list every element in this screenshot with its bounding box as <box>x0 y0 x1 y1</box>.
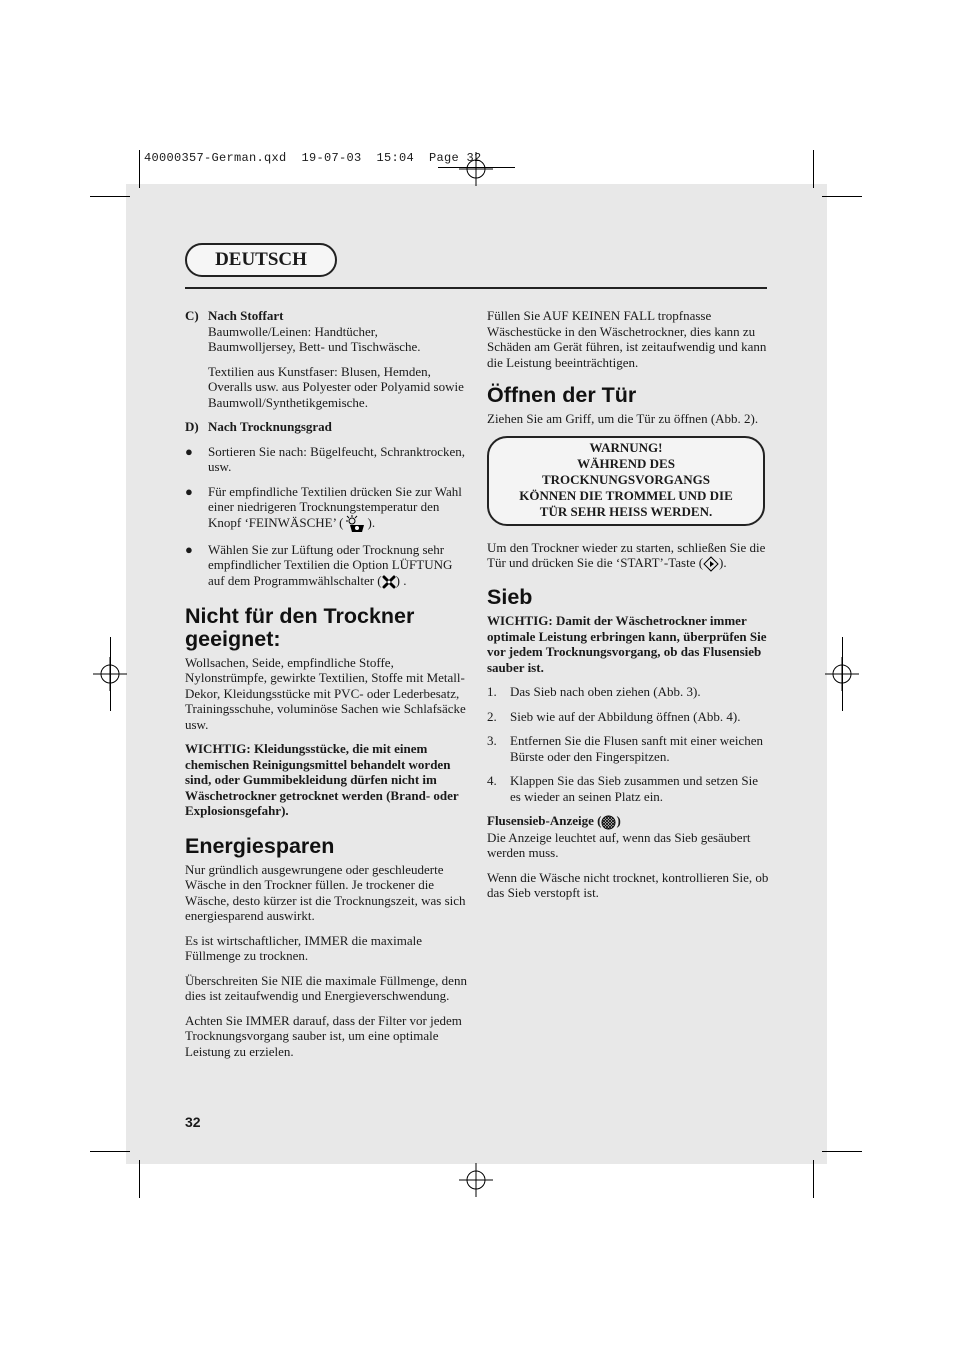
list-item-text: Wählen Sie zur Lüftung oder Trocknung sehr empfindlicher Textilien die Option LÜFTUNG auf dem Programmwählschalter ( <box>208 541 453 588</box>
crop-mark <box>90 1151 130 1152</box>
paragraph: Es ist wirtschaftlicher, IMMER die maximale Füllmenge zu trocknen. <box>185 932 423 964</box>
warning-line: WÄHREND DES <box>577 455 675 471</box>
section-title: Nach Stoffart <box>208 308 284 323</box>
list-item <box>487 733 769 764</box>
crop-mark <box>813 1160 814 1198</box>
delicate-icon <box>344 515 368 533</box>
important-note: WICHTIG: Kleidungsstücke, die mit einem chemischen Reinigungsmittel behandelt worden sind, oder Gummibekleidung dürfen nicht im Wäschetrockner getrocknet werden (Brand- oder Explosionsgefahr). <box>185 741 459 819</box>
paragraph: Um den Trockner wieder zu starten, schließen Sie die Tür und drücken Sie die ‘START’-Taste ( <box>487 539 766 570</box>
paragraph: Achten Sie IMMER darauf, dass der Filter vor jedem Trocknungsvorgang sauber ist, um eine optimale Leistung zu erzielen. <box>185 1012 462 1059</box>
paragraph: Textilien aus Kunstfaser: Blusen, Hemden, Overalls usw. aus Polyester oder Polyamid sowie Baumwoll/Synthetikgemische. <box>208 363 464 410</box>
header-rule <box>185 287 767 289</box>
crop-mark <box>822 1151 862 1152</box>
airing-fan-icon <box>382 575 396 589</box>
crop-mark <box>90 196 130 197</box>
step-number: 1. <box>487 684 497 700</box>
bullet-icon: ● <box>185 483 193 499</box>
list-item <box>487 773 769 804</box>
step-text: Entfernen Sie die Flusen sanft mit einer weichen Bürste oder den Fingerspitzen. <box>510 733 764 764</box>
list-item-text-end: ) . <box>395 572 407 588</box>
heading-door: Öffnen der Tür <box>487 383 637 407</box>
page-number: 32 <box>185 1114 201 1130</box>
paragraph: Füllen Sie AUF KEINEN FALL tropfnasse Wäschestücke in den Wäschetrockner, dies kann zu Schäden am Gerät führen, ist zeitaufwendig und kann die Leistung beeinträchtigen. <box>487 308 767 370</box>
warning-line: WARNUNG! <box>589 439 663 455</box>
list-item <box>185 444 467 475</box>
crop-mark <box>139 1160 140 1198</box>
language-tab: DEUTSCH <box>185 243 337 277</box>
list-item <box>185 484 467 533</box>
crop-mark <box>842 637 843 711</box>
step-text: Klappen Sie das Sieb zusammen und setzen Sie es wieder an seinen Platz ein. <box>510 773 759 804</box>
list-item <box>487 709 769 725</box>
heading-filter: Sieb <box>487 585 533 610</box>
section-label: C) <box>185 308 199 323</box>
crop-mark <box>110 637 111 711</box>
list-item <box>487 684 769 700</box>
step-text: Das Sieb nach oben ziehen (Abb. 3). <box>510 684 701 700</box>
paragraph: Wenn die Wäsche nicht trocknet, kontrollieren Sie, ob das Sieb verstopft ist. <box>487 869 769 901</box>
crop-mark <box>822 196 862 197</box>
paragraph: Baumwolle/Leinen: Handtücher, Baumwolljersey, Bett- und Tischwäsche. <box>208 323 421 354</box>
warning-line: TROCKNUNGSVORGANGS <box>541 471 711 487</box>
bullet-icon: ● <box>185 443 193 459</box>
section-label: D) <box>185 419 199 434</box>
registration-mark-icon <box>459 152 493 186</box>
step-number: 4. <box>487 773 497 789</box>
indicator-label <box>487 813 769 830</box>
warning-line: TÜR SEHR HEISS WERDEN. <box>539 503 713 519</box>
step-text: Sieb wie auf der Abbildung öffnen (Abb. 4). <box>510 708 741 724</box>
heading-unsuitable: Nicht für den Trockner geeignet: <box>185 603 415 651</box>
list-item <box>185 542 467 589</box>
step-number: 3. <box>487 733 497 749</box>
list-item-text-end: ). <box>367 514 376 530</box>
right-column <box>487 308 769 910</box>
important-note: WICHTIG: Damit der Wäschetrockner immer optimale Leistung erbringen kann, überprüfen Sie vor jedem Trocknungsvorgang, ob das Flusensieb sauber ist. <box>487 613 767 675</box>
section-title: Nach Trocknungsgrad <box>208 419 332 434</box>
paragraph-end: ). <box>719 555 727 570</box>
registration-mark-icon <box>459 1163 493 1197</box>
list-item-text: Sortieren Sie nach: Bügelfeucht, Schranktrocken, usw. <box>208 443 466 474</box>
indicator-label-end: ) <box>616 813 621 829</box>
warning-line: KÖNNEN DIE TROMMEL UND DIE <box>519 487 733 503</box>
paragraph: Ziehen Sie am Griff, um die Tür zu öffnen (Abb. 2). <box>487 411 759 426</box>
print-slug: 40000357-German.qxd 19-07-03 15:04 Page 32 <box>144 151 482 165</box>
paragraph: Die Anzeige leuchtet auf, wenn das Sieb gesäubert werden muss. <box>487 829 751 861</box>
indicator-label-text: Flusensieb-Anzeige ( <box>487 813 602 829</box>
bullet-icon: ● <box>185 541 193 557</box>
list-item-text: Für empfindliche Textilien drücken Sie zur Wahl einer niedrigeren Trocknungstemperatur den Knopf ‘FEINWÄSCHE’ ( <box>208 483 462 530</box>
crop-mark <box>813 150 814 188</box>
start-icon <box>703 556 719 572</box>
step-number: 2. <box>487 708 497 724</box>
paragraph: Wollsachen, Seide, empfindliche Stoffe, Nylonstrümpfe, gewirkte Textilien, Stoffe mit Metall-Dekor, Kleidungsstücke mit PVC- oder Lederbesatz, Trainingsschuhe, voluminöse Sachen wie Schlafsäcke usw. <box>185 654 466 732</box>
heading-energy: Energiesparen <box>185 833 335 858</box>
crop-mark <box>139 150 140 188</box>
filter-indicator-icon <box>601 815 616 830</box>
paragraph: Nur gründlich ausgewrungene oder geschleuderte Wäsche in den Trockner füllen. Je trockener die Wäsche, desto kürzer ist die Trocknungszeit, was sich energiesparend auswirkt. <box>185 861 466 924</box>
section-c <box>185 308 467 410</box>
section-d <box>185 419 467 435</box>
left-column <box>185 308 467 1068</box>
paragraph: Überschreiten Sie NIE die maximale Füllmenge, denn dies ist zeitaufwendig und Energieverschwendung. <box>185 972 467 1004</box>
warning-box <box>487 436 765 526</box>
